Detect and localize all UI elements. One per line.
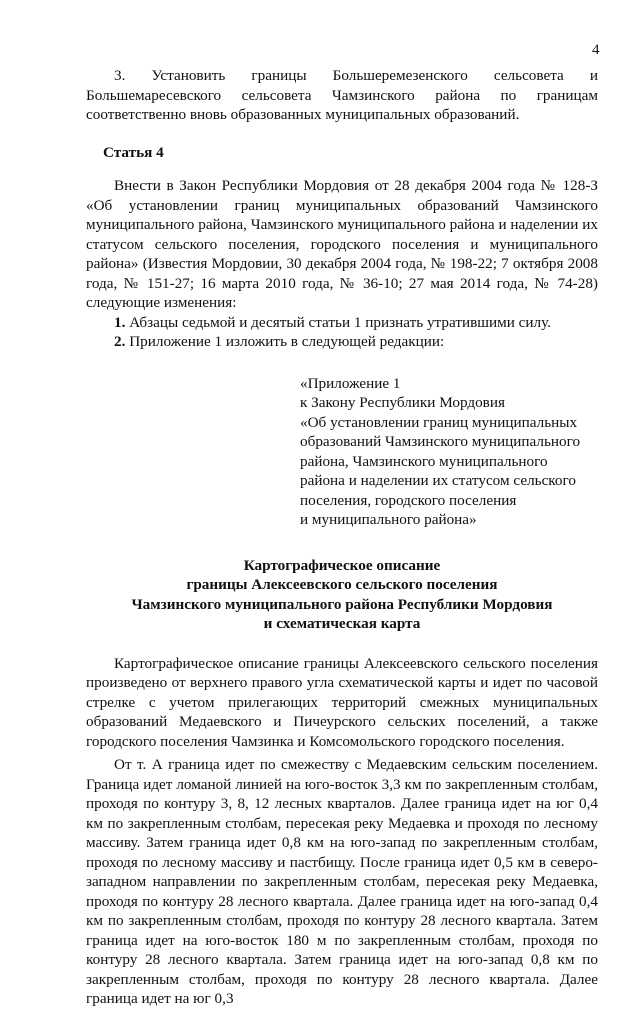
heading-line: и схематическая карта <box>263 615 421 632</box>
section-heading <box>86 556 598 634</box>
appendix-block <box>300 374 598 530</box>
amendment-2-text: Приложение 1 изложить в следующей редакции: <box>129 333 445 350</box>
article-title: Статья 4 <box>103 143 164 161</box>
description-paragraph-2: От т. А граница идет по смежеству с Медаевским сельским поселением. Граница идет ломаной линией на юго-восток 3,3 км по закрепленным столбам, проходя по контуру 3, 8, 12 лесных кварталов. Далее граница идет на юг 0,4 км по закрепленным столбам, пересекая реку Медаевка и проходя по лесному массиву. Затем граница идет 0,8 км на юго-запад по закрепленным столбам, проходя по лесному массиву и пастбищу. После граница идет 0,5 км в северо-западном направлении по закрепленным столбам, пересекая реку Медаевка, проходя по контуру 28 лесного квартала. Далее граница идет на юго-запад 0,4 км по закрепленным столбам, проходя по контуру 28 лесного квартала. Затем граница идет на юго-восток 180 м по закрепленным столбам, проходя по контуру 28 лесного квартала. Затем граница идет на юго-запад 0,8 км по закрепленным столбам, проходя по контуру 28 лесного квартала. Далее граница идет на юг 0,3 <box>86 756 598 1007</box>
document-body <box>86 66 598 1009</box>
appendix-line: района и наделении их статусом сельского <box>300 472 576 489</box>
heading-line: Картографическое описание <box>243 556 441 574</box>
appendix-line: и муниципального района» <box>300 511 477 528</box>
appendix-line: района, Чамзинского муниципального <box>300 452 548 470</box>
appendix-line: поселения, городского поселения <box>300 491 517 509</box>
appendix-line: к Закону Республики Мордовия <box>300 394 505 411</box>
heading-line: Чамзинского муниципального района Республики Мордовия <box>131 595 553 613</box>
amendment-1-text: Абзацы седьмой и десятый статьи 1 признать утратившими силу. <box>129 313 551 331</box>
amendment-2 <box>86 332 598 352</box>
amendment-1 <box>86 313 598 333</box>
description-paragraph-1: Картографическое описание границы Алексеевского сельского поселения произведено от верхнего правого угла схематической карты и идет по часовой стрелке с учетом прилегающих территорий смежных муниципальных образований Медаевского и Пичеурского сельских поселений, а также городского поселения Чамзинка и Комсомольского городского поселения. <box>86 654 598 750</box>
intro-paragraph: Внести в Закон Республики Мордовия от 28 декабря 2004 года № 128-З «Об установлении границ муниципальных образований Чамзинского муниципального района, Чамзинского муниципального района и наделении их статусом сельского поселения, городского поселения и муниципального района» (Известия Мордовии, 30 декабря 2004 года, № 198-22; 7 октября 2008 года, № 151-27; 16 марта 2010 года, № 36-10; 27 мая 2014 года, № 74-28) следующие изменения: <box>86 177 598 311</box>
amendment-2-number: 2. <box>114 333 126 350</box>
appendix-line: «Приложение 1 <box>300 374 401 392</box>
appendix-line: образований Чамзинского муниципального <box>300 433 581 450</box>
item-3-text: Установить границы Большеремезенского сельсовета и Большемаресевского сельсовета Чамзинского района по границам соответственно вновь образованных муниципальных образований. <box>86 67 599 123</box>
page-number: 4 <box>592 42 600 58</box>
item-3-paragraph <box>86 66 598 125</box>
item-3-number: 3. <box>114 67 126 84</box>
appendix-line: «Об установлении границ муниципальных <box>300 413 578 431</box>
amendment-1-number: 1. <box>114 313 126 331</box>
heading-line: границы Алексеевского сельского поселения <box>186 576 498 593</box>
